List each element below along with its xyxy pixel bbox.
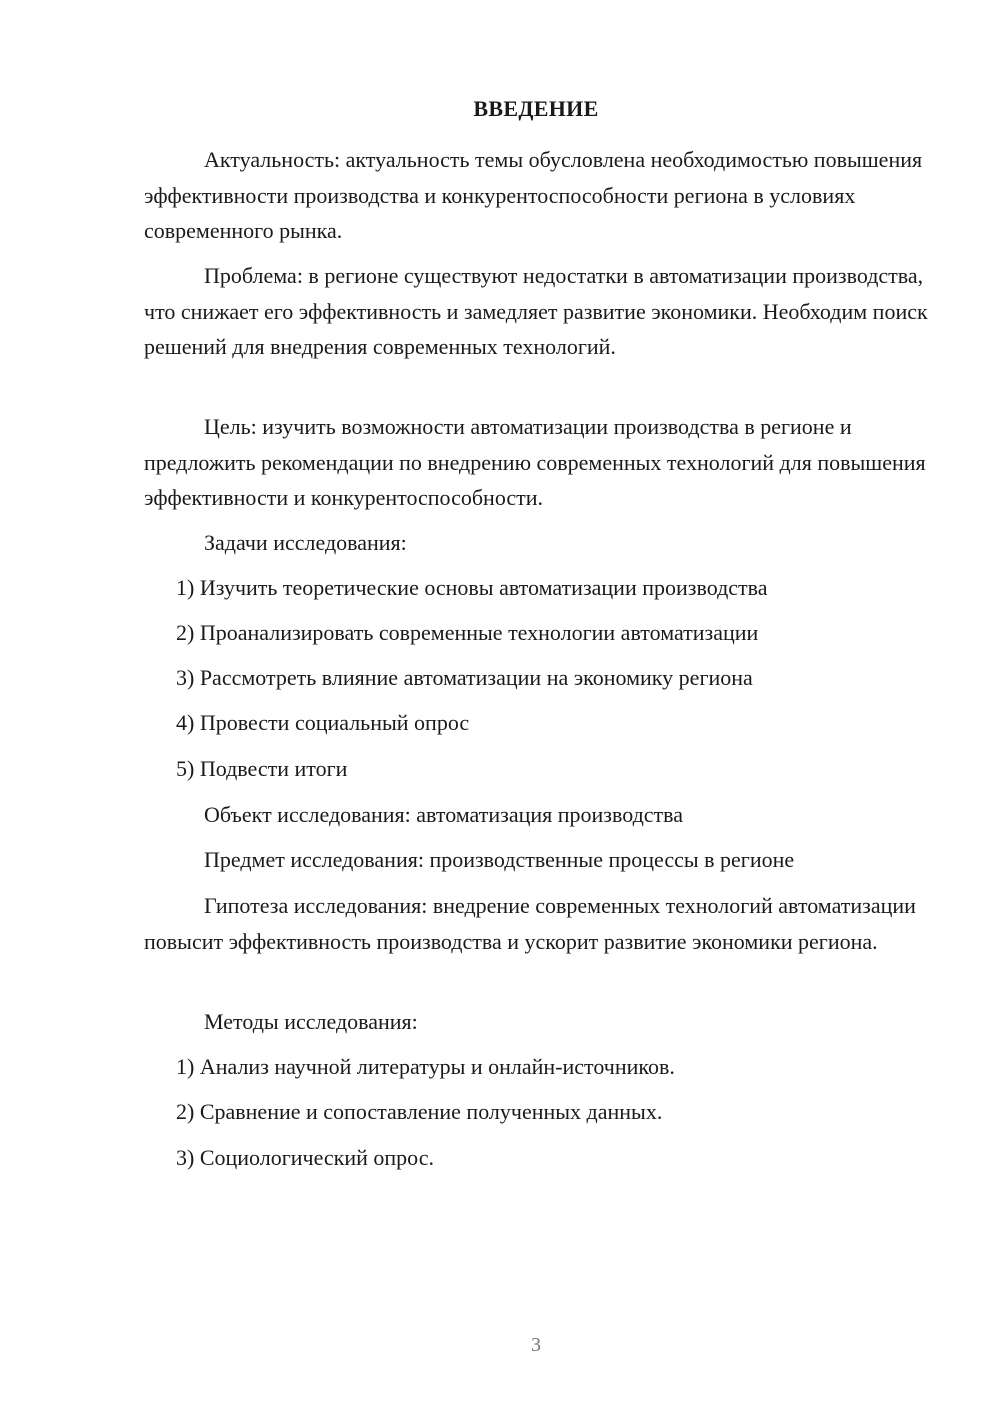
task-item: 3) Рассмотреть влияние автоматизации на экономику региона (176, 665, 753, 690)
research-subject: Предмет исследования: производственные процессы в регионе (204, 847, 795, 872)
method-item: 2) Сравнение и сопоставление полученных данных. (176, 1099, 663, 1124)
tasks-title: Задачи исследования: (204, 530, 407, 555)
page-number: 3 (531, 1334, 541, 1356)
task-item: 2) Проанализировать современные технологии автоматизации (176, 620, 759, 645)
problem-paragraph: Проблема: в регионе существуют недостатки в автоматизации производства, что снижает его эффективность и замедляет развитие экономики. Необходим поиск решений для внедрения современных технологий. (144, 263, 928, 359)
hypothesis-paragraph: Гипотеза исследования: внедрение современных технологий автоматизации повысит эффективность производства и ускорит развитие экономики региона. (144, 893, 916, 954)
method-item: 1) Анализ научной литературы и онлайн-источников. (176, 1054, 675, 1079)
task-item: 4) Провести социальный опрос (176, 710, 470, 735)
goal-paragraph: Цель: изучить возможности автоматизации производства в регионе и предложить рекомендации по внедрению современных технологий для повышения эффективности и конкурентоспособности. (144, 414, 926, 510)
relevance-paragraph: Актуальность: актуальность темы обусловлена необходимостью повышения эффективности производства и конкурентоспособности региона в условиях современного рынка. (144, 147, 923, 243)
task-item: 1) Изучить теоретические основы автоматизации производства (176, 575, 768, 600)
method-item: 3) Социологический опрос. (176, 1145, 434, 1170)
methods-title: Методы исследования: (204, 1009, 418, 1034)
task-item: 5) Подвести итоги (176, 756, 348, 781)
research-object: Объект исследования: автоматизация производства (204, 802, 684, 827)
section-heading: ВВЕДЕНИЕ (473, 96, 599, 121)
